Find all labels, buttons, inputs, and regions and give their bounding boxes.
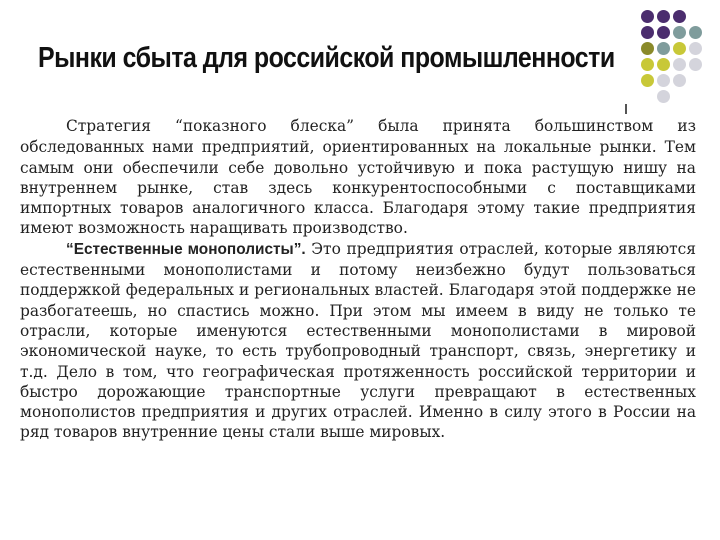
paragraph-1-text: Стратегия “показного блеска” была принята большинством из обследованных нами предприятий, ориентированных на локальные рынки. Тем самым они обеспечили себе довольно устойчивую и пока растущую нишу на внутреннем рынке, став здесь конкурентоспособными с поставщиками импортных товаров аналогичного класса. Благодаря этому такие предприятия имеют возможность наращивать производство. <box>20 117 696 238</box>
decorative-dot <box>673 42 686 55</box>
decorative-dot <box>657 90 670 103</box>
decorative-dot <box>657 10 670 23</box>
decorative-dot <box>657 26 670 39</box>
decorative-dot <box>673 58 686 71</box>
body-text <box>20 116 696 443</box>
decorative-dot <box>641 74 654 87</box>
decorative-dot <box>689 74 702 87</box>
decorative-dot <box>657 42 670 55</box>
decorative-dot <box>673 10 686 23</box>
decorative-dot <box>689 26 702 39</box>
decorative-dot <box>657 58 670 71</box>
paragraph-2-text: Это предприятия отраслей, которые являются естественными монополистами и потому неизбежно будут пользоваться поддержкой федеральных и региональных властей. Благодаря этой поддержке не разбогатеешь, но спастись можно. При этом мы имеем в виду не только те отрасли, которые именуются естественными монополистами в мировой экономической науке, то есть трубопроводный транспорт, связь, энергетику и т.д. Дело в том, что географическая протяженность российской территории и быстро дорожающие транспортные услуги превращают в естественных монополистов предприятия и других отраслей. Именно в силу этого в России на ряд товаров внутренние цены стали выше мировых. <box>20 239 696 442</box>
decorative-dot <box>689 90 702 103</box>
paragraph-2 <box>20 239 696 443</box>
decorative-dot <box>641 90 654 103</box>
decorative-dot <box>673 74 686 87</box>
paragraph-2-lead: “Естественные монополисты”. <box>66 240 306 258</box>
decorative-dot-grid <box>641 10 702 103</box>
decorative-dot <box>673 90 686 103</box>
decorative-dot <box>689 58 702 71</box>
decorative-dot <box>657 74 670 87</box>
slide-title: Рынки сбыта для российской промышленности <box>38 42 615 74</box>
decorative-dot <box>641 10 654 23</box>
decorative-dot <box>689 10 702 23</box>
decorative-dot <box>641 26 654 39</box>
decorative-dot <box>673 26 686 39</box>
decorative-dot <box>641 42 654 55</box>
decorative-dot <box>689 42 702 55</box>
decorative-dot <box>641 58 654 71</box>
paragraph-1 <box>20 116 696 239</box>
small-divider-mark <box>625 104 627 114</box>
